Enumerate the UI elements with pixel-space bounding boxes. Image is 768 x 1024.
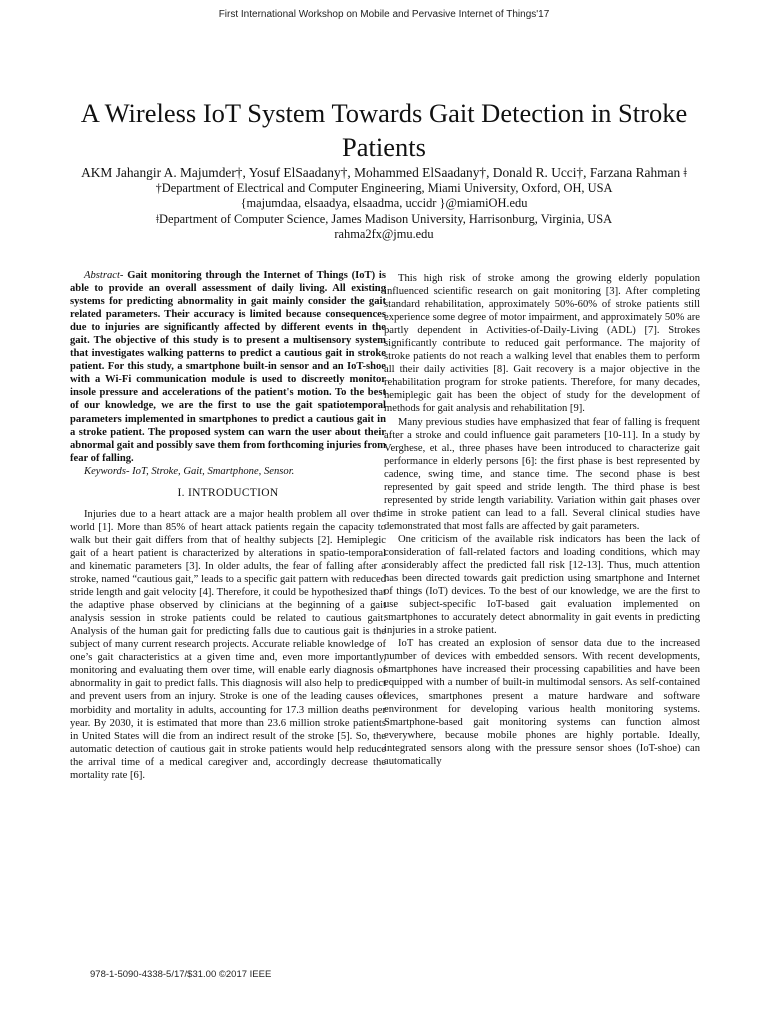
paragraph-intro-1: Injuries due to a heart attack are a major health problem all over the world [1]. More than 85% of heart attack patients regain the capacity to walk but their gait differs from that of healthy subjects [2]. Hemiplegic gait of a heart patient is characterized by alterations in spatio-temporal and kinematic parameters [3]. In older adults, the fear of falling after a stroke, named “cautious gait,” leads to a specific gait pattern with reduced stride length and gait velocity [4]. Therefore, it could be hypothesized that the adaptive phase observed by clinicians at the beginning of a gait analysis session in stroke patients could be related to cautious gait. Analysis of the human gait for predicting falls due to cautious gait is the subject of many current research projects. Accurate reliable knowledge of one’s gait characteristics at a given time and, even more importantly, monitoring and evaluating them over time, will enable early diagnosis of abnormality in gait to predict falls. This diagnosis will also help to predict and prevent users from an injury. Stroke is one of the leading causes of morbidity and mortality in adults, accounting for 17.3 million deaths per year. By 2030, it is estimated that more than 23.6 million stroke patients in United States will die from an indirect result of the stroke [5]. So, the automatic detection of cautious gait in stroke patients would help reduce the arrival time of a medical caregiver and, accordingly decrease the mortality rate [6]. [70, 508, 386, 781]
section-heading-introduction: I. INTRODUCTION [177, 486, 279, 499]
keywords: Keywords- IoT, Stroke, Gait, Smartphone, Sensor. [84, 465, 295, 477]
author-names: AKM Jahangir A. Majumder†, Yosuf ElSaadany†, Mohammed ElSaadany†, Donald R. Ucci†, Farzana Rahman ǂ [81, 165, 687, 180]
paragraph-right-1: This high risk of stroke among the growing elderly population influenced scientific research on gait monitoring [3]. After completing standard rehabilitation, approximately 50%-60% of stroke patients still experience some degree of motor impairment, and approximately 50% are partly dependent in Activities-of-Daily-Living (ADL) [7]. Strokes significantly contribute to reduced gait performance. The majority of stroke patients do not reach a walking level that enables them to perform all their daily activities [8]. Gait recovery is a major objective in the rehabilitation program for stroke patients. Therefore, for many decades, hemiplegic gait has been the object of study for the development of methods for gait analysis and rehabilitation [9]. [384, 273, 700, 415]
emails-2: rahma2fx@jmu.edu [334, 227, 434, 241]
affiliation-2: ǂDepartment of Computer Science, James Madison University, Harrisonburg, Virginia, USA [155, 211, 613, 226]
paper-title: A Wireless IoT System Towards Gait Detection in Stroke Patients [80, 98, 688, 162]
left-column [70, 269, 386, 782]
right-column [384, 272, 700, 768]
abstract-lead: Abstract- [84, 270, 124, 281]
affiliation-1: †Department of Electrical and Computer Engineering, Miami University, Oxford, OH, USA [155, 180, 613, 195]
abstract-text: Gait monitoring through the Internet of Things (IoT) is able to provide an overall assessment of daily living. All existing systems for predicting abnormality in gait mainly consider the gait related parameters. Their accuracy is limited because consequences due to injuries are significantly affected by different events in the gait. The objective of this study is to present a multisensory system that investigates walking patterns to predict a cautious gait in stroke patient. For this study, a smartphone built-in sensor and an IoT-shoe with a Wi-Fi communication module is used to discreetly monitor insole pressure and accelerations of the patient's motion. To the best of our knowledge, we are the first to use the gait spatiotemporal parameters implemented in smartphones to predict a cautious gait in a stroke patient. The proposed system can warn the user about their abnormal gait and possibly save them from forthcoming injuries from fear of falling. [70, 270, 386, 464]
paragraph-right-3: One criticism of the available risk indicators has been the lack of consideration of fall-related factors and loading conditions, which may considerably affect the predicted fall risk [12-13]. Thus, much attention has been directed towards gait prediction using smartphone and Internet of things (IoT) devices. To the best of our knowledge, we are the first to use subject-specific IoT-based gait evaluation implemented on smartphones to accurately detect abnormality in gait events in predicting injuries in a stroke patient. [384, 533, 700, 637]
author-block [30, 165, 738, 243]
emails-1: {majumdaa, elsaadya, elsaadma, uccidr }@miamiOH.edu [240, 196, 528, 210]
copyright-footer: 978-1-5090-4338-5/17/$31.00 ©2017 IEEE [90, 969, 272, 980]
conference-header: First International Workshop on Mobile and Pervasive Internet of Things'17 [218, 9, 550, 20]
paragraph-right-4: IoT has created an explosion of sensor data due to the increased number of devices with embedded sensors. With recent developments, smartphones have increased their processing capabilities and have been equipped with a number of built-in multimodal sensors. As self-contained devices, smartphones present a mature hardware and software environment for developing various health monitoring systems. Smartphone-based gait monitoring systems can function almost everywhere, because mobile phones are highly portable. Ideally, integrated sensors along with the pressure sensor shoes (IoT-shoe) can automatically [384, 638, 700, 767]
abstract [70, 269, 386, 465]
paragraph-right-2: Many previous studies have emphasized that fear of falling is frequent after a stroke and could influence gait parameters [10-11]. In a study by Verghese, et al., three phases have been introduced to characterize gait performance in elderly persons [6]: the first phase is best represented by cadence, swing time, and stance time. The second phase is best represented by gait speed and stride length. The third phase is best represented by stride length variability. Variation within gait phases over time in stroke patient can lead to a fall. Several clinical studies have demonstrated that most falls are affected by gait parameters. [384, 416, 700, 532]
